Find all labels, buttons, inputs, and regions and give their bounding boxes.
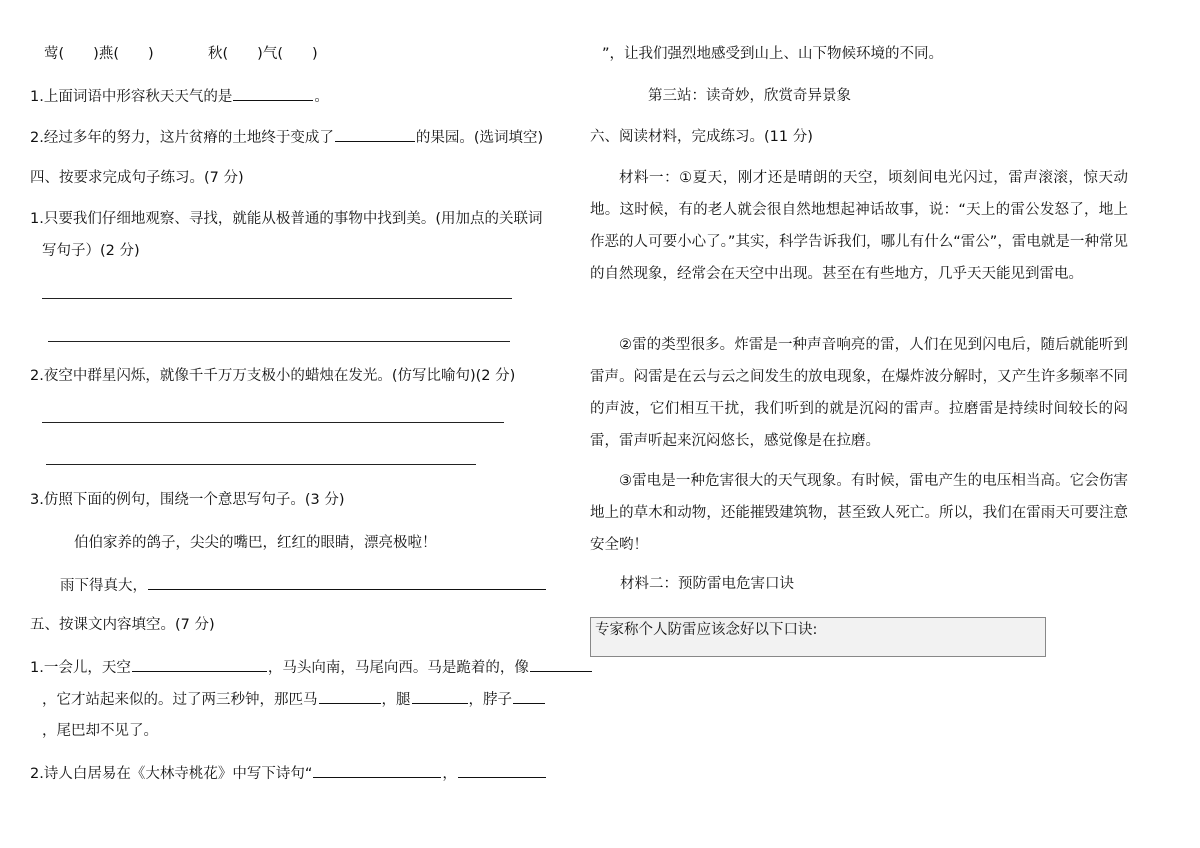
- answer-blank[interactable]: [458, 763, 546, 778]
- question-5-1-line-c: ，尾巴却不见了。: [42, 723, 158, 739]
- poem-continuation: ”，让我们强烈地感受到山上、山下物候环境的不同。: [602, 46, 944, 62]
- answer-blank[interactable]: [148, 575, 546, 590]
- q3-1-text: 1.上面词语中形容秋天天气的是: [30, 89, 233, 105]
- q3-1-tail: 。: [314, 89, 329, 105]
- mnemonic-box: [590, 617, 1046, 657]
- prompt-text: 雨下得真大，: [60, 578, 147, 594]
- writing-line[interactable]: [48, 341, 510, 342]
- q5-1-text-3: ，它才站起来似的。过了两三秒钟，那匹马: [42, 692, 318, 708]
- answer-blank[interactable]: [233, 86, 313, 101]
- question-4-2: 2.夜空中群星闪烁，就像千千万万支极小的蜡烛在发光。(仿写比喻句)(2 分): [30, 368, 516, 384]
- station-3-heading: 第三站：读奇妙，欣赏奇异景象: [648, 88, 851, 104]
- q5-2-text-2: ，: [442, 766, 457, 782]
- section-5-title: 五、按课文内容填空。(7 分): [30, 617, 215, 633]
- question-4-3-prompt: [60, 575, 547, 596]
- q3-2-text: 2.经过多年的努力，这片贫瘠的土地终于变成了: [30, 130, 334, 146]
- question-4-3: 3.仿照下面的例句，围绕一个意思写句子。(3 分): [30, 492, 345, 508]
- answer-blank[interactable]: [132, 657, 267, 672]
- question-4-1-line-b: 写句子）(2 分): [42, 243, 140, 259]
- answer-blank[interactable]: [513, 689, 545, 704]
- writing-line[interactable]: [46, 464, 476, 465]
- material-1-paragraph-3: ③雷电是一种危害很大的天气现象。有时候，雷电产生的电压相当高。它会伤害地上的草木和动物，还能摧毁建筑物，甚至致人死亡。所以，我们在雷雨天可要注意安全哟！: [590, 473, 1128, 553]
- q5-1-text-2: ，马头向南，马尾向西。马是跪着的，像: [267, 660, 529, 676]
- question-5-2: [30, 763, 547, 784]
- question-4-1-line-a: 1.只要我们仔细地观察、寻找，就能从极普通的事物中找到美。(用加点的关联词: [30, 211, 543, 227]
- writing-line[interactable]: [42, 422, 504, 423]
- example-sentence: 伯伯家养的鸽子，尖尖的嘴巴，红红的眼睛，漂亮极啦！: [74, 535, 437, 551]
- question-3-1: [30, 86, 329, 107]
- word-pair-2: 秋( )气( ): [208, 46, 318, 62]
- q5-1-text-5: ，脖子: [468, 692, 512, 708]
- answer-blank[interactable]: [335, 127, 415, 142]
- material-1-paragraph-2: ②雷的类型很多。炸雷是一种声音响亮的雷，人们在见到闪电后，随后就能听到雷声。闷雷是在云与云之间发生的放电现象，在爆炸波分解时，又产生许多频率不同的声波，它们相互干扰，我们听到的就是沉闷的雷声。拉磨雷是持续时间较长的闷雷，雷声听起来沉闷悠长，感觉像是在拉磨。: [590, 337, 1128, 449]
- question-3-2: [30, 127, 543, 148]
- question-5-1-line-b: [42, 689, 546, 710]
- section-6-title: 六、阅读材料，完成练习。(11 分): [590, 129, 813, 145]
- answer-blank[interactable]: [530, 657, 592, 672]
- material-1-paragraph-1: 材料一：①夏天，刚才还是晴朗的天空，顷刻间电光闪过，雷声滚滚，惊天动地。这时候，有的老人就会很自然地想起神话故事，说：“天上的雷公发怒了，地上作恶的人可要小心了。”其实，科学告诉我们，哪儿有什么“雷公”，雷电就是一种常见的自然现象，经常会在天空中出现。甚至在有些地方，几乎天天能见到雷电。: [590, 170, 1128, 282]
- q5-1-text-1: 1.一会儿，天空: [30, 660, 131, 676]
- word-pair-1: 莺( )燕( ): [44, 46, 154, 62]
- q3-2-tail: 的果园。(选词填空): [415, 130, 544, 146]
- writing-line[interactable]: [42, 298, 512, 299]
- answer-blank[interactable]: [319, 689, 381, 704]
- answer-blank[interactable]: [412, 689, 468, 704]
- mnemonic-box-text: 专家称个人防雷应该念好以下口诀:: [595, 622, 818, 638]
- section-4-title: 四、按要求完成句子练习。(7 分): [30, 170, 244, 186]
- q5-2-text-1: 2.诗人白居易在《大林寺桃花》中写下诗句“: [30, 766, 313, 782]
- answer-blank[interactable]: [313, 763, 441, 778]
- q5-1-text-4: ，腿: [381, 692, 411, 708]
- question-5-1-line-a: [30, 657, 593, 678]
- material-2-title: 材料二：预防雷电危害口诀: [620, 576, 794, 592]
